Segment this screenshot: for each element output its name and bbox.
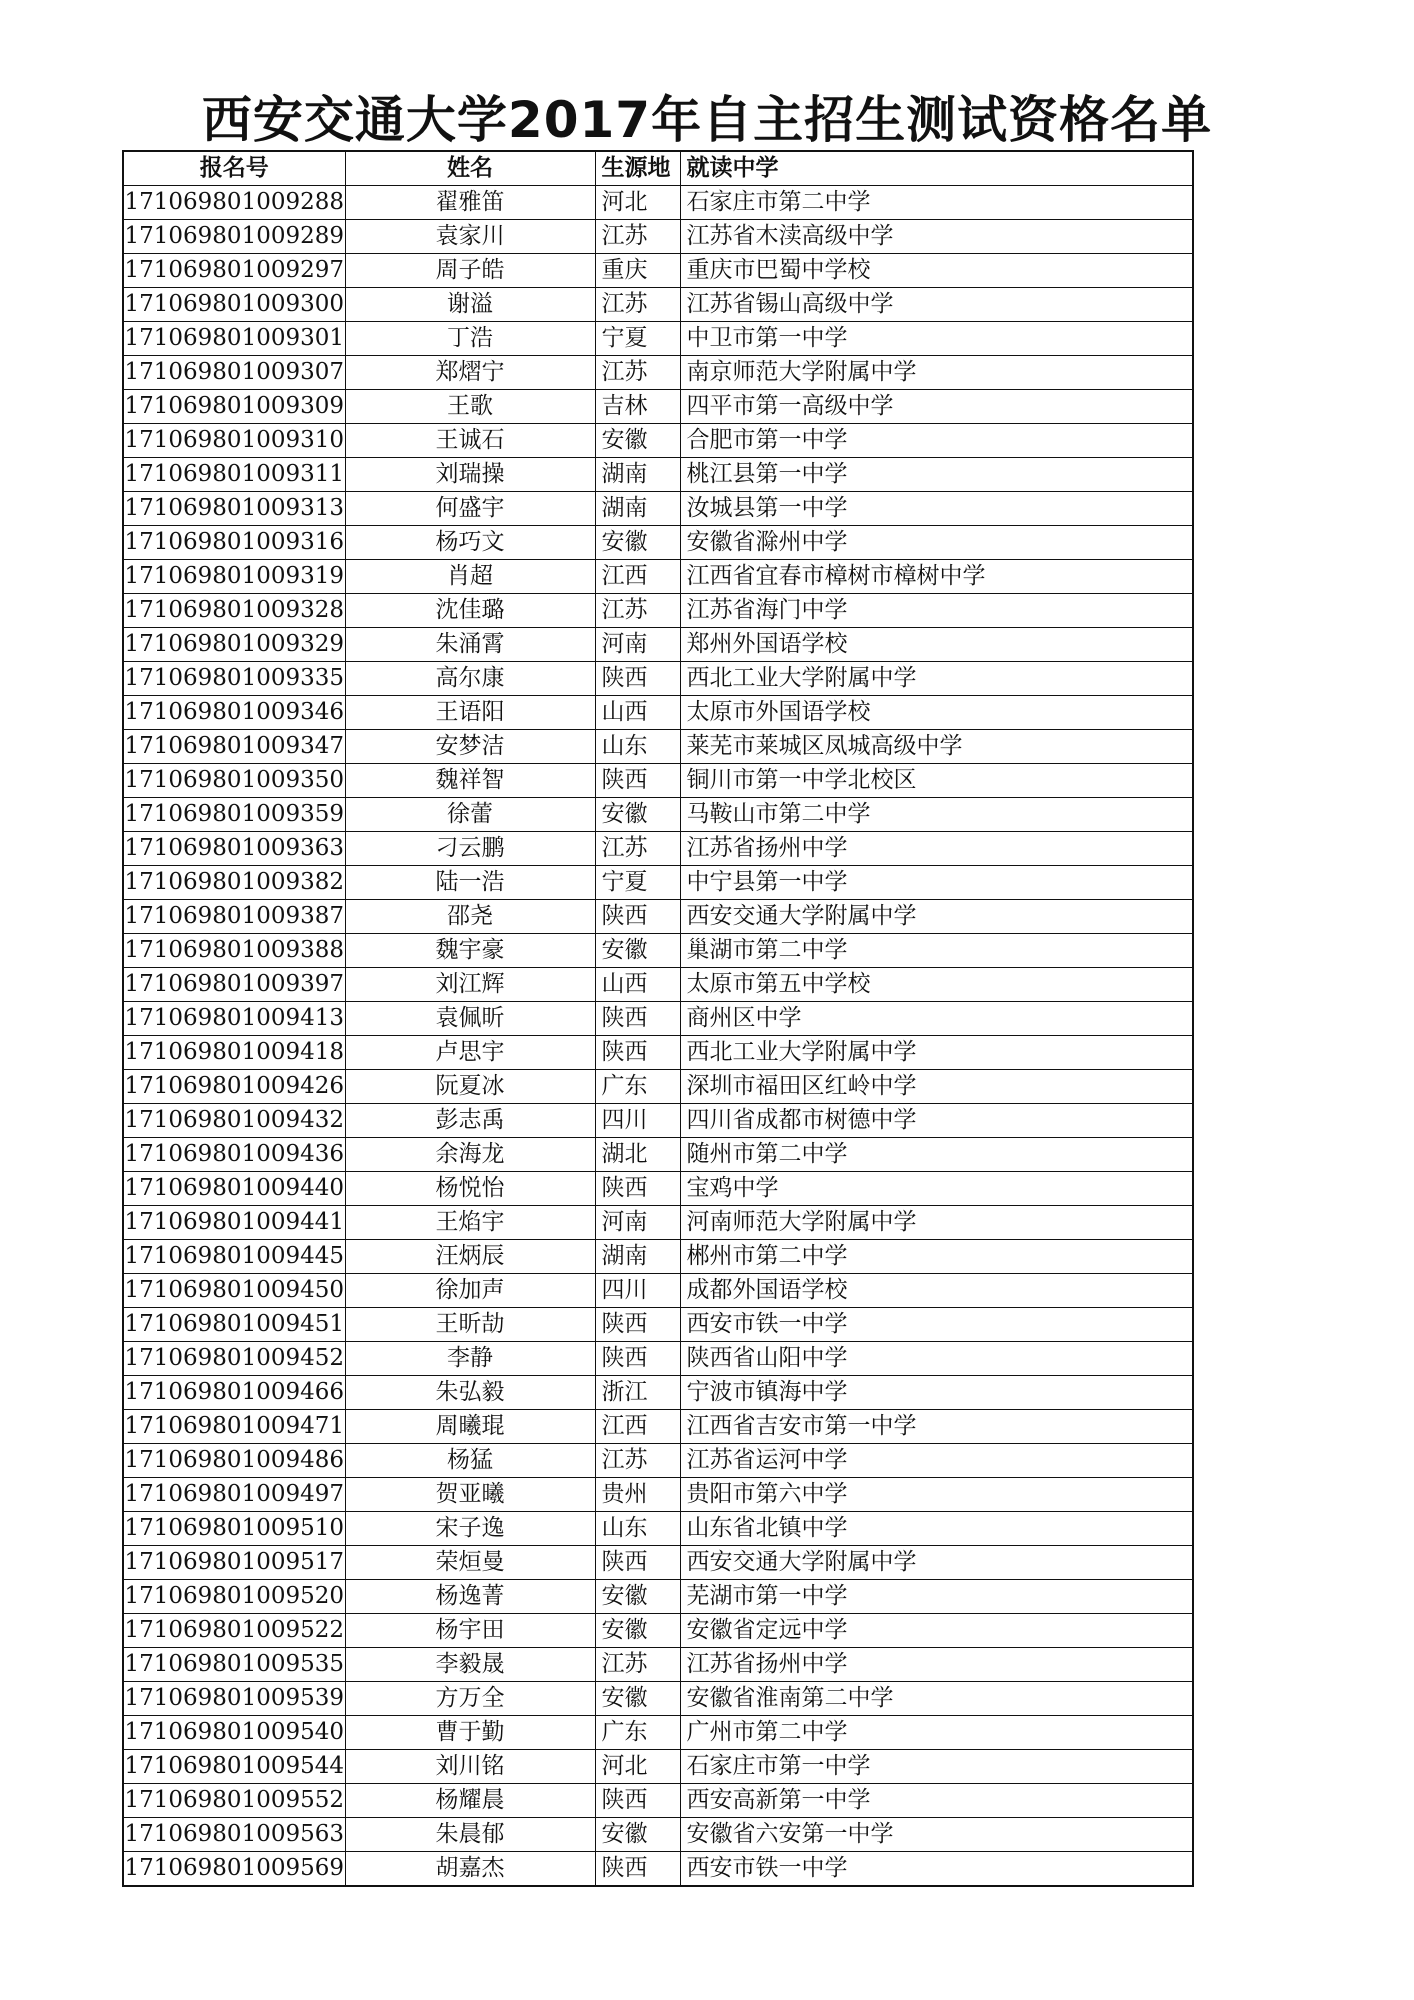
- name-cell: 周曦琨: [345, 1410, 595, 1444]
- school-cell: 深圳市福田区红岭中学: [680, 1070, 1193, 1104]
- origin-cell: 陕西: [595, 1002, 680, 1036]
- registration-number-cell: 171069801009301: [123, 322, 345, 356]
- school-cell: 宁波市镇海中学: [680, 1376, 1193, 1410]
- name-cell: 王诚石: [345, 424, 595, 458]
- origin-cell: 山西: [595, 968, 680, 1002]
- table-row: [123, 1036, 1193, 1070]
- table-row: [123, 1784, 1193, 1818]
- name-cell: 袁家川: [345, 220, 595, 254]
- name-cell: 丁浩: [345, 322, 595, 356]
- origin-cell: 安徽: [595, 424, 680, 458]
- name-cell: 胡嘉杰: [345, 1852, 595, 1887]
- school-cell: 江苏省木渎高级中学: [680, 220, 1193, 254]
- registration-number-cell: 171069801009452: [123, 1342, 345, 1376]
- school-cell: 西安交通大学附属中学: [680, 900, 1193, 934]
- origin-cell: 湖南: [595, 492, 680, 526]
- table-row: [123, 1002, 1193, 1036]
- registration-number-cell: 171069801009445: [123, 1240, 345, 1274]
- name-cell: 余海龙: [345, 1138, 595, 1172]
- school-cell: 郴州市第二中学: [680, 1240, 1193, 1274]
- registration-number-cell: 171069801009440: [123, 1172, 345, 1206]
- origin-cell: 安徽: [595, 1614, 680, 1648]
- school-cell: 江西省吉安市第一中学: [680, 1410, 1193, 1444]
- registration-number-cell: 171069801009522: [123, 1614, 345, 1648]
- name-cell: 杨巧文: [345, 526, 595, 560]
- table-row: [123, 866, 1193, 900]
- name-cell: 徐蕾: [345, 798, 595, 832]
- table-row: [123, 1750, 1193, 1784]
- name-cell: 李静: [345, 1342, 595, 1376]
- name-cell: 汪炳辰: [345, 1240, 595, 1274]
- school-cell: 芜湖市第一中学: [680, 1580, 1193, 1614]
- name-cell: 郑熠宁: [345, 356, 595, 390]
- table-row: [123, 1172, 1193, 1206]
- qualification-list-table: [122, 150, 1194, 1887]
- registration-number-cell: 171069801009359: [123, 798, 345, 832]
- school-cell: 莱芜市莱城区凤城高级中学: [680, 730, 1193, 764]
- origin-cell: 河北: [595, 186, 680, 220]
- origin-cell: 广东: [595, 1716, 680, 1750]
- name-cell: 魏祥智: [345, 764, 595, 798]
- name-cell: 刘瑞操: [345, 458, 595, 492]
- school-cell: 陕西省山阳中学: [680, 1342, 1193, 1376]
- origin-cell: 江西: [595, 1410, 680, 1444]
- origin-cell: 宁夏: [595, 866, 680, 900]
- school-cell: 重庆市巴蜀中学校: [680, 254, 1193, 288]
- registration-number-cell: 171069801009510: [123, 1512, 345, 1546]
- registration-number-cell: 171069801009397: [123, 968, 345, 1002]
- registration-number-cell: 171069801009552: [123, 1784, 345, 1818]
- table-row: [123, 424, 1193, 458]
- name-cell: 刘江辉: [345, 968, 595, 1002]
- name-cell: 彭志禹: [345, 1104, 595, 1138]
- name-cell: 荣烜曼: [345, 1546, 595, 1580]
- table-row: [123, 594, 1193, 628]
- origin-cell: 陕西: [595, 900, 680, 934]
- name-cell: 何盛宇: [345, 492, 595, 526]
- school-cell: 太原市第五中学校: [680, 968, 1193, 1002]
- school-cell: 中卫市第一中学: [680, 322, 1193, 356]
- school-cell: 石家庄市第一中学: [680, 1750, 1193, 1784]
- table-row: [123, 1648, 1193, 1682]
- table-row: [123, 730, 1193, 764]
- origin-cell: 湖南: [595, 458, 680, 492]
- school-cell: 成都外国语学校: [680, 1274, 1193, 1308]
- origin-cell: 陕西: [595, 1342, 680, 1376]
- registration-number-cell: 171069801009418: [123, 1036, 345, 1070]
- table-row: [123, 390, 1193, 424]
- registration-number-cell: 171069801009311: [123, 458, 345, 492]
- registration-number-cell: 171069801009307: [123, 356, 345, 390]
- origin-cell: 浙江: [595, 1376, 680, 1410]
- table-row: [123, 900, 1193, 934]
- name-cell: 邵尧: [345, 900, 595, 934]
- school-cell: 安徽省定远中学: [680, 1614, 1193, 1648]
- name-cell: 朱晨郁: [345, 1818, 595, 1852]
- origin-cell: 山东: [595, 730, 680, 764]
- registration-number-cell: 171069801009563: [123, 1818, 345, 1852]
- origin-cell: 安徽: [595, 1682, 680, 1716]
- school-cell: 石家庄市第二中学: [680, 186, 1193, 220]
- registration-number-cell: 171069801009297: [123, 254, 345, 288]
- school-cell: 马鞍山市第二中学: [680, 798, 1193, 832]
- school-cell: 汝城县第一中学: [680, 492, 1193, 526]
- name-cell: 杨逸菁: [345, 1580, 595, 1614]
- origin-cell: 安徽: [595, 526, 680, 560]
- school-cell: 江西省宜春市樟树市樟树中学: [680, 560, 1193, 594]
- registration-number-cell: 171069801009535: [123, 1648, 345, 1682]
- name-cell: 王昕劼: [345, 1308, 595, 1342]
- table-row: [123, 1818, 1193, 1852]
- school-cell: 江苏省锡山高级中学: [680, 288, 1193, 322]
- name-cell: 魏宇豪: [345, 934, 595, 968]
- header-school: 就读中学: [680, 151, 1193, 186]
- table-body: [123, 186, 1193, 1887]
- origin-cell: 贵州: [595, 1478, 680, 1512]
- table-row: [123, 934, 1193, 968]
- school-cell: 江苏省扬州中学: [680, 1648, 1193, 1682]
- table-row: [123, 1478, 1193, 1512]
- origin-cell: 安徽: [595, 934, 680, 968]
- table-row: [123, 356, 1193, 390]
- origin-cell: 安徽: [595, 798, 680, 832]
- school-cell: 南京师范大学附属中学: [680, 356, 1193, 390]
- origin-cell: 四川: [595, 1274, 680, 1308]
- table-row: [123, 1716, 1193, 1750]
- table-row: [123, 1410, 1193, 1444]
- registration-number-cell: 171069801009382: [123, 866, 345, 900]
- school-cell: 江苏省扬州中学: [680, 832, 1193, 866]
- name-cell: 刁云鹏: [345, 832, 595, 866]
- table-row: [123, 1852, 1193, 1887]
- name-cell: 王焰宇: [345, 1206, 595, 1240]
- table-row: [123, 1444, 1193, 1478]
- school-cell: 安徽省淮南第二中学: [680, 1682, 1193, 1716]
- table-row: [123, 696, 1193, 730]
- origin-cell: 山西: [595, 696, 680, 730]
- origin-cell: 陕西: [595, 1036, 680, 1070]
- name-cell: 杨悦怡: [345, 1172, 595, 1206]
- school-cell: 西北工业大学附属中学: [680, 1036, 1193, 1070]
- name-cell: 杨耀晨: [345, 1784, 595, 1818]
- origin-cell: 广东: [595, 1070, 680, 1104]
- name-cell: 王歌: [345, 390, 595, 424]
- origin-cell: 江苏: [595, 288, 680, 322]
- school-cell: 桃江县第一中学: [680, 458, 1193, 492]
- registration-number-cell: 171069801009309: [123, 390, 345, 424]
- school-cell: 四川省成都市树德中学: [680, 1104, 1193, 1138]
- table-row: [123, 1070, 1193, 1104]
- registration-number-cell: 171069801009388: [123, 934, 345, 968]
- page-title: 西安交通大学2017年自主招生测试资格名单: [201, 90, 1213, 149]
- school-cell: 江苏省海门中学: [680, 594, 1193, 628]
- school-cell: 贵阳市第六中学: [680, 1478, 1193, 1512]
- name-cell: 周子皓: [345, 254, 595, 288]
- header-registration-number: 报名号: [123, 151, 345, 186]
- table-row: [123, 798, 1193, 832]
- school-cell: 安徽省六安第一中学: [680, 1818, 1193, 1852]
- registration-number-cell: 171069801009520: [123, 1580, 345, 1614]
- name-cell: 徐加声: [345, 1274, 595, 1308]
- table-row: [123, 186, 1193, 220]
- name-cell: 曹于勤: [345, 1716, 595, 1750]
- origin-cell: 江西: [595, 560, 680, 594]
- table-row: [123, 526, 1193, 560]
- registration-number-cell: 171069801009313: [123, 492, 345, 526]
- school-cell: 西安高新第一中学: [680, 1784, 1193, 1818]
- table-header-row: [123, 151, 1193, 186]
- registration-number-cell: 171069801009350: [123, 764, 345, 798]
- school-cell: 太原市外国语学校: [680, 696, 1193, 730]
- name-cell: 谢溢: [345, 288, 595, 322]
- table-row: [123, 560, 1193, 594]
- table-row: [123, 764, 1193, 798]
- table-row: [123, 662, 1193, 696]
- registration-number-cell: 171069801009450: [123, 1274, 345, 1308]
- table-row: [123, 1376, 1193, 1410]
- registration-number-cell: 171069801009451: [123, 1308, 345, 1342]
- origin-cell: 山东: [595, 1512, 680, 1546]
- table-row: [123, 492, 1193, 526]
- table-row: [123, 288, 1193, 322]
- origin-cell: 湖南: [595, 1240, 680, 1274]
- name-cell: 安梦洁: [345, 730, 595, 764]
- table-row: [123, 1104, 1193, 1138]
- registration-number-cell: 171069801009471: [123, 1410, 345, 1444]
- table-row: [123, 1580, 1193, 1614]
- origin-cell: 湖北: [595, 1138, 680, 1172]
- school-cell: 江苏省运河中学: [680, 1444, 1193, 1478]
- school-cell: 随州市第二中学: [680, 1138, 1193, 1172]
- name-cell: 贺亚曦: [345, 1478, 595, 1512]
- school-cell: 西安交通大学附属中学: [680, 1546, 1193, 1580]
- table-row: [123, 968, 1193, 1002]
- table-row: [123, 1682, 1193, 1716]
- school-cell: 四平市第一高级中学: [680, 390, 1193, 424]
- registration-number-cell: 171069801009346: [123, 696, 345, 730]
- table-row: [123, 1342, 1193, 1376]
- name-cell: 刘川铭: [345, 1750, 595, 1784]
- registration-number-cell: 171069801009300: [123, 288, 345, 322]
- registration-number-cell: 171069801009289: [123, 220, 345, 254]
- registration-number-cell: 171069801009335: [123, 662, 345, 696]
- registration-number-cell: 171069801009441: [123, 1206, 345, 1240]
- registration-number-cell: 171069801009319: [123, 560, 345, 594]
- table-row: [123, 458, 1193, 492]
- school-cell: 郑州外国语学校: [680, 628, 1193, 662]
- registration-number-cell: 171069801009466: [123, 1376, 345, 1410]
- header-name: 姓名: [345, 151, 595, 186]
- table-row: [123, 254, 1193, 288]
- table-row: [123, 1206, 1193, 1240]
- name-cell: 方万全: [345, 1682, 595, 1716]
- registration-number-cell: 171069801009544: [123, 1750, 345, 1784]
- name-cell: 李毅晟: [345, 1648, 595, 1682]
- origin-cell: 江苏: [595, 594, 680, 628]
- registration-number-cell: 171069801009310: [123, 424, 345, 458]
- name-cell: 朱弘毅: [345, 1376, 595, 1410]
- registration-number-cell: 171069801009329: [123, 628, 345, 662]
- name-cell: 沈佳璐: [345, 594, 595, 628]
- name-cell: 朱涌霄: [345, 628, 595, 662]
- table-row: [123, 220, 1193, 254]
- origin-cell: 宁夏: [595, 322, 680, 356]
- name-cell: 王语阳: [345, 696, 595, 730]
- registration-number-cell: 171069801009347: [123, 730, 345, 764]
- name-cell: 宋子逸: [345, 1512, 595, 1546]
- origin-cell: 陕西: [595, 1546, 680, 1580]
- origin-cell: 陕西: [595, 1784, 680, 1818]
- name-cell: 卢思宇: [345, 1036, 595, 1070]
- name-cell: 高尔康: [345, 662, 595, 696]
- registration-number-cell: 171069801009497: [123, 1478, 345, 1512]
- name-cell: 杨猛: [345, 1444, 595, 1478]
- header-origin: 生源地: [595, 151, 680, 186]
- registration-number-cell: 171069801009328: [123, 594, 345, 628]
- name-cell: 阮夏冰: [345, 1070, 595, 1104]
- table-row: [123, 1546, 1193, 1580]
- table-row: [123, 1274, 1193, 1308]
- origin-cell: 江苏: [595, 832, 680, 866]
- school-cell: 宝鸡中学: [680, 1172, 1193, 1206]
- origin-cell: 江苏: [595, 1648, 680, 1682]
- school-cell: 河南师范大学附属中学: [680, 1206, 1193, 1240]
- registration-number-cell: 171069801009316: [123, 526, 345, 560]
- registration-number-cell: 171069801009436: [123, 1138, 345, 1172]
- origin-cell: 重庆: [595, 254, 680, 288]
- table-row: [123, 628, 1193, 662]
- name-cell: 陆一浩: [345, 866, 595, 900]
- origin-cell: 河南: [595, 1206, 680, 1240]
- origin-cell: 陕西: [595, 662, 680, 696]
- school-cell: 西安市铁一中学: [680, 1308, 1193, 1342]
- registration-number-cell: 171069801009540: [123, 1716, 345, 1750]
- table-row: [123, 1614, 1193, 1648]
- table-row: [123, 1512, 1193, 1546]
- school-cell: 广州市第二中学: [680, 1716, 1193, 1750]
- name-cell: 翟雅笛: [345, 186, 595, 220]
- registration-number-cell: 171069801009363: [123, 832, 345, 866]
- table-row: [123, 832, 1193, 866]
- school-cell: 西北工业大学附属中学: [680, 662, 1193, 696]
- origin-cell: 陕西: [595, 1308, 680, 1342]
- name-cell: 杨宇田: [345, 1614, 595, 1648]
- origin-cell: 江苏: [595, 220, 680, 254]
- table-row: [123, 322, 1193, 356]
- registration-number-cell: 171069801009569: [123, 1852, 345, 1887]
- school-cell: 西安市铁一中学: [680, 1852, 1193, 1887]
- school-cell: 巢湖市第二中学: [680, 934, 1193, 968]
- registration-number-cell: 171069801009413: [123, 1002, 345, 1036]
- registration-number-cell: 171069801009387: [123, 900, 345, 934]
- origin-cell: 陕西: [595, 1852, 680, 1887]
- school-cell: 商州区中学: [680, 1002, 1193, 1036]
- registration-number-cell: 171069801009517: [123, 1546, 345, 1580]
- school-cell: 中宁县第一中学: [680, 866, 1193, 900]
- origin-cell: 江苏: [595, 1444, 680, 1478]
- origin-cell: 吉林: [595, 390, 680, 424]
- registration-number-cell: 171069801009426: [123, 1070, 345, 1104]
- origin-cell: 安徽: [595, 1580, 680, 1614]
- table-row: [123, 1138, 1193, 1172]
- origin-cell: 陕西: [595, 1172, 680, 1206]
- origin-cell: 江苏: [595, 356, 680, 390]
- origin-cell: 河北: [595, 1750, 680, 1784]
- table-row: [123, 1308, 1193, 1342]
- origin-cell: 陕西: [595, 764, 680, 798]
- school-cell: 安徽省滁州中学: [680, 526, 1193, 560]
- name-cell: 袁佩昕: [345, 1002, 595, 1036]
- school-cell: 合肥市第一中学: [680, 424, 1193, 458]
- origin-cell: 安徽: [595, 1818, 680, 1852]
- name-cell: 肖超: [345, 560, 595, 594]
- table-row: [123, 1240, 1193, 1274]
- origin-cell: 四川: [595, 1104, 680, 1138]
- registration-number-cell: 171069801009539: [123, 1682, 345, 1716]
- school-cell: 铜川市第一中学北校区: [680, 764, 1193, 798]
- registration-number-cell: 171069801009432: [123, 1104, 345, 1138]
- registration-number-cell: 171069801009486: [123, 1444, 345, 1478]
- school-cell: 山东省北镇中学: [680, 1512, 1193, 1546]
- registration-number-cell: 171069801009288: [123, 186, 345, 220]
- origin-cell: 河南: [595, 628, 680, 662]
